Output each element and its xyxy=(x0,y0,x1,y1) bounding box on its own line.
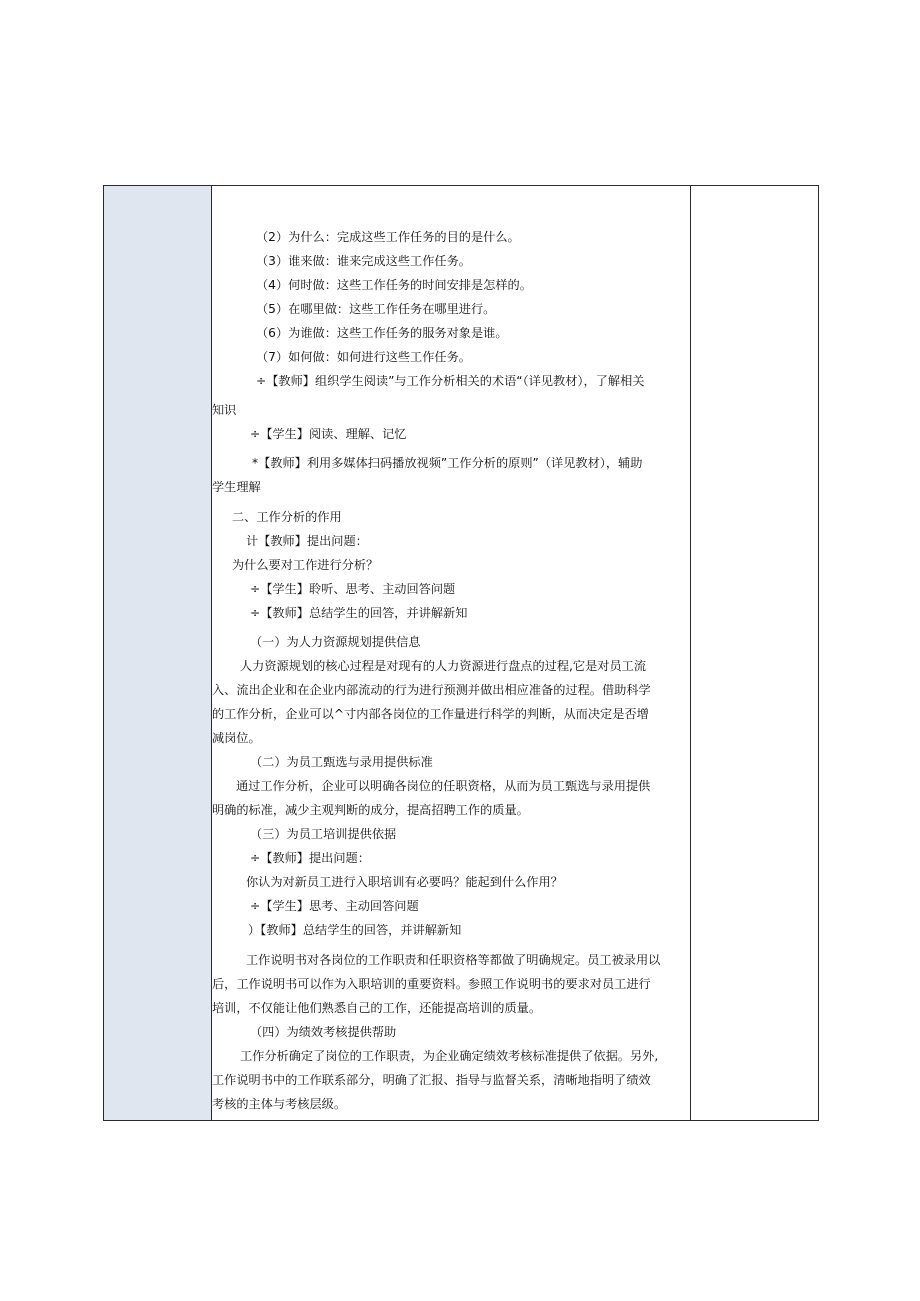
content-line: ÷【教师】组织学生阅读”与工作分析相关的术语“（详见教材），了解相关 xyxy=(256,374,645,388)
content-line: （二）为员工甄选与录用提供标准 xyxy=(250,755,433,769)
content-line: （7）如何做：如何进行这些工作任务。 xyxy=(256,350,471,364)
content-line: 你认为对新员工进行入职培训有必要吗？能起到什么作用？ xyxy=(246,875,563,889)
content-line: *【教师】利用多媒体扫码播放视频”工作分析的原则”（详见教材），辅助 xyxy=(252,456,643,470)
content-line: 二、工作分析的作用 xyxy=(232,510,342,524)
content-line: （5）在哪里做：这些工作任务在哪里进行。 xyxy=(256,302,496,316)
content-line: （一）为人力资源规划提供信息 xyxy=(250,635,421,649)
content-line: ）【教师】总结学生的回答，并讲解新知 xyxy=(248,923,462,937)
content-line: 人力资源规划的核心过程是对现有的人力资源进行盘点的过程,它是对员工流 xyxy=(240,659,647,673)
left-label-column xyxy=(104,186,212,1120)
content-line: 工作说明书中的工作联系部分，明确了汇报、指导与监督关系，清晰地指明了绩效 xyxy=(212,1073,651,1087)
content-line: （四）为绩效考核提供帮助 xyxy=(250,1025,397,1039)
content-line: （4）何时做：这些工作任务的时间安排是怎样的。 xyxy=(256,278,532,292)
content-line: 为什么要对工作进行分析？ xyxy=(232,558,379,572)
content-line: 通过工作分析，企业可以明确各岗位的任职资格，从而为员工甄选与录用提供 xyxy=(236,779,651,793)
content-line: 后，工作说明书可以作为入职培训的重要资料。参照工作说明书的要求对员工进行 xyxy=(212,977,651,991)
content-line: ÷【学生】阅读、理解、记忆 xyxy=(250,427,407,441)
content-line: （2）为什么：完成这些工作任务的目的是什么。 xyxy=(256,230,520,244)
content-line: 入、流出企业和在企业内部流动的行为进行预测并做出相应准备的过程。借助科学 xyxy=(212,683,651,697)
content-line: 学生理解 xyxy=(212,480,261,494)
content-line: 考核的主体与考核层级。 xyxy=(212,1097,347,1111)
content-line: ÷【学生】聆听、思考、主动回答问题 xyxy=(250,582,456,596)
content-line: 工作说明书对各岗位的工作职责和任职资格等都做了明确规定。员工被录用以 xyxy=(246,953,661,967)
content-line: ÷【学生】思考、主动回答问题 xyxy=(250,899,419,913)
content-line: 减岗位。 xyxy=(212,731,261,745)
lesson-content xyxy=(212,225,690,1116)
content-line: （6）为谁做：这些工作任务的服务对象是谁。 xyxy=(256,326,508,340)
content-line: 知识 xyxy=(212,403,237,417)
content-line: ÷【教师】提出问题： xyxy=(250,851,370,865)
content-line: （3）谁来做：谁来完成这些工作任务。 xyxy=(256,254,471,268)
content-line: 计【教师】提出问题： xyxy=(246,534,368,548)
right-notes-column xyxy=(690,186,818,1120)
content-line: 的工作分析，企业可以^寸内部各岗位的工作量进行科学的判断，从而决定是否增 xyxy=(212,707,649,721)
content-line: 工作分析确定了岗位的工作职责，为企业确定绩效考核标准提供了依据。另外, xyxy=(240,1049,659,1063)
content-line: 明确的标准，减少主观判断的成分，提高招聘工作的质量。 xyxy=(212,803,529,817)
content-line: 培训，不仅能让他们熟悉自己的工作，还能提高培训的质量。 xyxy=(212,1001,542,1015)
content-line: ÷【教师】总结学生的回答，并讲解新知 xyxy=(250,606,468,620)
content-line: （三）为员工培训提供依据 xyxy=(250,827,397,841)
